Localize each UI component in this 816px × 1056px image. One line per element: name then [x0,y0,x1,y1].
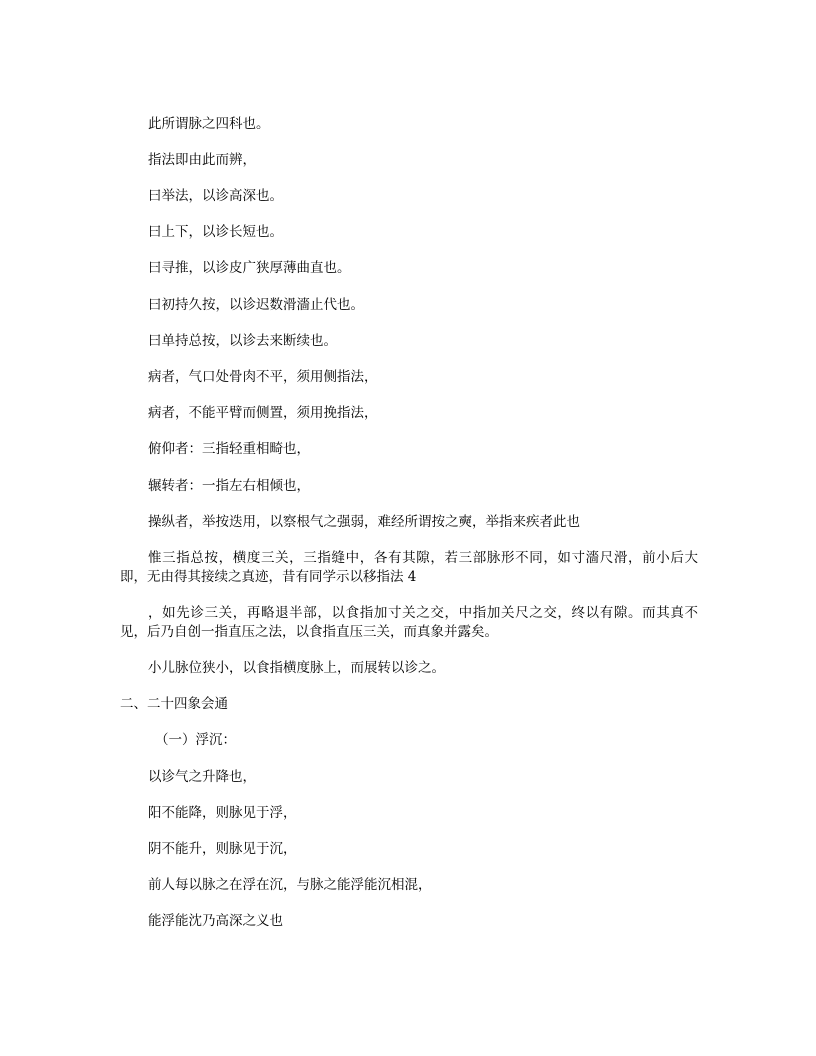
text-line: 曰举法，以诊高深也。 [148,188,283,204]
text-line: 此所谓脉之四科也。 [148,116,270,132]
text-line: 曰初持久按，以诊迟数滑濇止代也。 [148,297,364,313]
text-line: 辗转者：一指左右相倾也， [148,478,310,494]
paragraph: 惟三指总按，横度三关，三指缝中，各有其隙，若三部脉形不同，如寸濇尺滑，前小后大即，无由得其接续之真迹，昔有同学示以移指法 4 [120,550,698,585]
text-line: 以诊气之升降也， [148,769,256,785]
text-line: 曰上下，以诊长短也。 [148,224,283,240]
text-line: 阴不能升，则脉见于沉， [148,841,297,857]
text-line: 指法即由此而辨， [148,152,256,168]
paragraph: ，如先诊三关，再略退半部，以食指加寸关之交，中指加关尺之交，终以有隙。而其真不见，后乃自创一指直压之法，以食指直压三关，而真象并露矣。 [120,605,698,640]
text-line: 小儿脉位狭小，以食指横度脉上，而展转以诊之。 [148,660,445,676]
text-line: 操纵者，举按迭用，以察根气之强弱，难经所谓按之奭，举指来疾者此也 [148,514,580,530]
text-line: 俯仰者：三指轻重相畸也， [148,441,310,457]
section-heading: 二、二十四象会通 [120,696,228,712]
text-line: 病者，不能平臂而侧置，须用挽指法， [148,405,378,421]
subsection-heading: （一）浮沉： [155,732,236,748]
text-line: 前人每以脉之在浮在沉，与脉之能浮能沉相混， [148,877,432,893]
text-line: 曰寻推，以诊皮广狭厚薄曲直也。 [148,260,351,276]
text-line: 曰单持总按，以诊去来断续也。 [148,333,337,349]
text-line: 能浮能沈乃高深之义也 [148,913,283,929]
text-line: 阳不能降，则脉见于浮， [148,805,297,821]
text-line: 病者，气口处骨肉不平，须用侧指法， [148,369,378,385]
